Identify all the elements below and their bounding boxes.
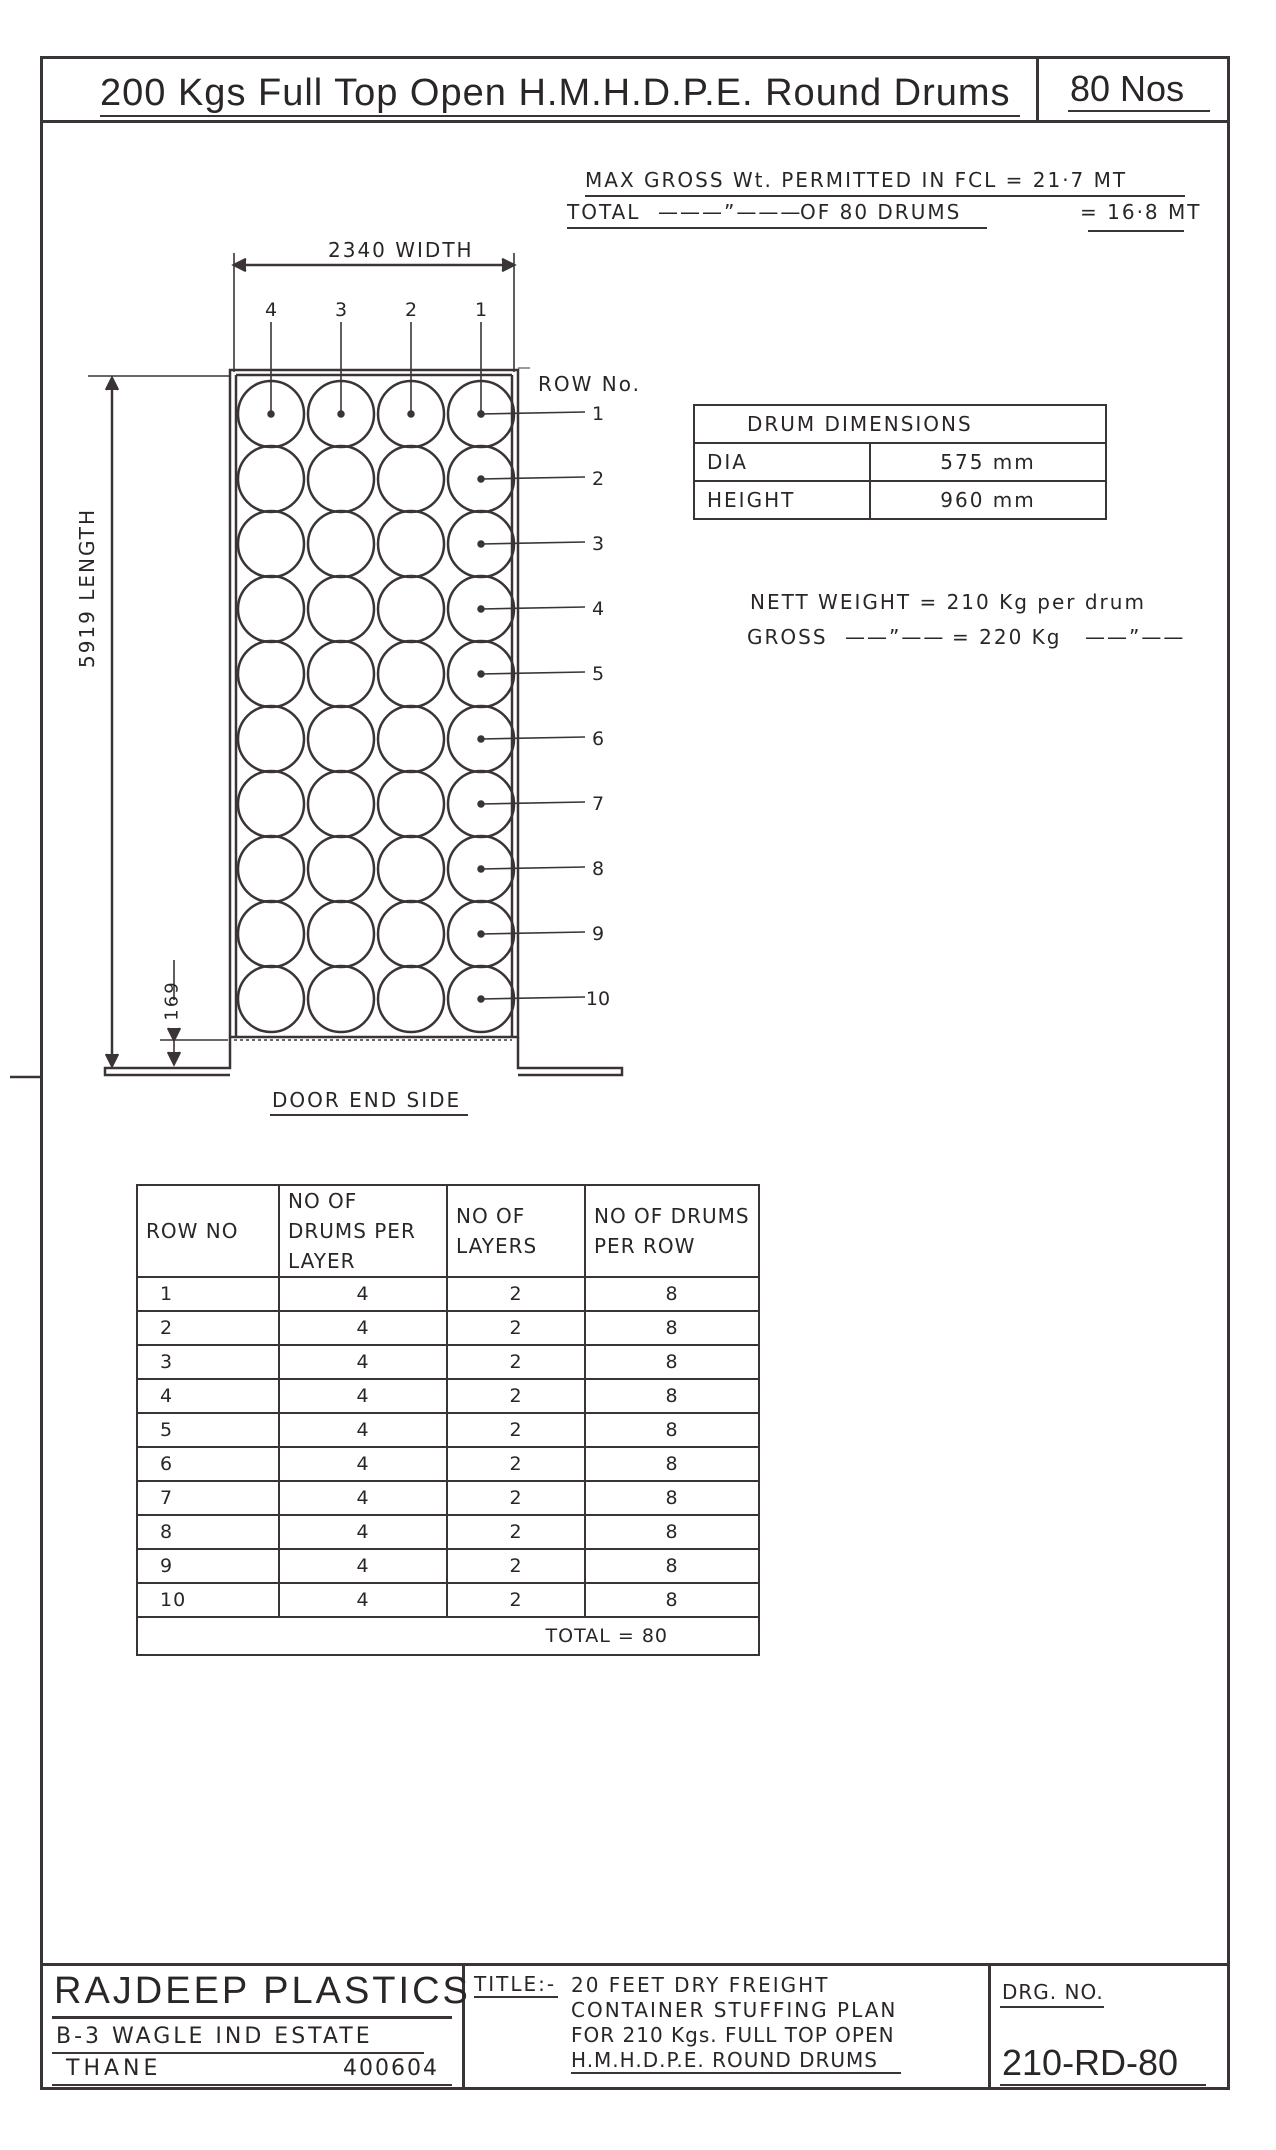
drum-circle bbox=[378, 771, 444, 837]
drum-circle bbox=[238, 836, 304, 902]
table-header-row bbox=[137, 1185, 759, 1277]
drum-circle bbox=[238, 641, 304, 707]
title-line-1: 20 FEET DRY FREIGHT bbox=[571, 1973, 830, 1997]
drum-circle bbox=[238, 706, 304, 772]
company-address-pin: 400604 bbox=[343, 2056, 439, 2081]
door-flange-right bbox=[518, 1037, 622, 1075]
stuffing-summary-table bbox=[136, 1184, 760, 1656]
table-cell: 9 bbox=[137, 1549, 279, 1583]
row-leader-line bbox=[481, 737, 585, 739]
gross-weight-tail: ——”—— bbox=[1085, 625, 1186, 649]
drum-circle bbox=[308, 576, 374, 642]
width-arrow-left bbox=[234, 259, 246, 271]
width-arrow-right bbox=[502, 259, 514, 271]
row-number-label: 7 bbox=[591, 793, 605, 815]
address-2-underline bbox=[52, 2084, 452, 2086]
drum-circle bbox=[308, 641, 374, 707]
table-cell: 8 bbox=[585, 1481, 759, 1515]
total-note-mid: OF 80 DRUMS bbox=[800, 200, 962, 224]
container-length-label: 5919 LENGTH bbox=[75, 507, 99, 669]
column-leader-dot bbox=[479, 412, 484, 417]
table-row bbox=[137, 1481, 759, 1515]
table-cell: 4 bbox=[279, 1379, 447, 1413]
height-value: 960 mm bbox=[870, 481, 1106, 519]
gap-arrow-bottom bbox=[168, 1052, 180, 1064]
column-number-label: 1 bbox=[474, 299, 488, 321]
drum-circle bbox=[308, 511, 374, 577]
column-number-label: 2 bbox=[404, 299, 418, 321]
table-cell: 8 bbox=[137, 1515, 279, 1549]
table-cell: 8 bbox=[585, 1549, 759, 1583]
table-cell: 6 bbox=[137, 1447, 279, 1481]
table-row bbox=[137, 1515, 759, 1549]
table-cell: 8 bbox=[585, 1447, 759, 1481]
total-note-ditto: ———”——— bbox=[658, 200, 803, 224]
table-cell: 4 bbox=[137, 1379, 279, 1413]
table-cell: 10 bbox=[137, 1583, 279, 1617]
title-line-2: CONTAINER STUFFING PLAN bbox=[571, 1998, 898, 2022]
row-number-label: 8 bbox=[591, 858, 605, 880]
table-row bbox=[137, 1277, 759, 1311]
table-cell: 4 bbox=[279, 1447, 447, 1481]
row-number-label: 6 bbox=[591, 728, 605, 750]
gross-weight-value: = 220 Kg bbox=[952, 625, 1062, 649]
drum-circle bbox=[378, 706, 444, 772]
door-flange-left bbox=[105, 1037, 230, 1075]
table-cell: 1 bbox=[137, 1277, 279, 1311]
title-line-4: H.M.H.D.P.E. ROUND DRUMS bbox=[571, 2048, 878, 2072]
table-cell: 5 bbox=[137, 1413, 279, 1447]
table-cell: 2 bbox=[137, 1311, 279, 1345]
door-gap-label: 169 bbox=[161, 980, 183, 1021]
height-label: HEIGHT bbox=[694, 481, 870, 519]
drum-circle bbox=[378, 836, 444, 902]
table-row bbox=[137, 1345, 759, 1379]
table-cell: 4 bbox=[279, 1277, 447, 1311]
table-total-row bbox=[137, 1617, 759, 1655]
length-arrow-top bbox=[106, 378, 118, 390]
row-number-label: 5 bbox=[591, 663, 605, 685]
table-cell: 2 bbox=[447, 1447, 585, 1481]
row-leader-line bbox=[481, 802, 585, 804]
drum-dimensions-table bbox=[693, 404, 1107, 520]
gross-weight-label: GROSS bbox=[747, 625, 828, 649]
container-width-label: 2340 WIDTH bbox=[328, 238, 474, 262]
nett-weight-note: NETT WEIGHT = 210 Kg per drum bbox=[750, 590, 1146, 614]
row-number-label: 1 bbox=[591, 403, 605, 425]
header-row-no: ROW NO bbox=[137, 1185, 279, 1277]
header-drums-per-layer: NO OF DRUMS PER LAYER bbox=[279, 1185, 447, 1277]
dia-value: 575 mm bbox=[870, 443, 1106, 481]
gross-weight-ditto: ——”—— bbox=[845, 625, 946, 649]
title-line-3: FOR 210 Kgs. FULL TOP OPEN bbox=[571, 2023, 895, 2047]
row-number-label: 3 bbox=[591, 533, 605, 555]
drum-circle bbox=[378, 511, 444, 577]
total-note-value: = 16·8 MT bbox=[1080, 200, 1202, 224]
column-leader-dot bbox=[409, 412, 414, 417]
table-row bbox=[137, 1311, 759, 1345]
header-drums-per-row: NO OF DRUMS PER ROW bbox=[585, 1185, 759, 1277]
table-cell: 8 bbox=[585, 1277, 759, 1311]
table-cell: 3 bbox=[137, 1345, 279, 1379]
row-leader-line bbox=[481, 477, 585, 479]
row-number-label: 4 bbox=[591, 598, 605, 620]
table-cell: 2 bbox=[447, 1413, 585, 1447]
column-leader-dot bbox=[339, 412, 344, 417]
drum-circle bbox=[378, 641, 444, 707]
drum-circle bbox=[308, 771, 374, 837]
drum-circle bbox=[378, 966, 444, 1032]
table-total: TOTAL = 80 bbox=[137, 1617, 759, 1655]
table-cell: 2 bbox=[447, 1481, 585, 1515]
table-cell: 4 bbox=[279, 1481, 447, 1515]
dia-label: DIA bbox=[694, 443, 870, 481]
length-arrow-bottom bbox=[106, 1054, 118, 1066]
table-cell: 4 bbox=[279, 1311, 447, 1345]
table-cell: 4 bbox=[279, 1345, 447, 1379]
table-cell: 4 bbox=[279, 1515, 447, 1549]
table-cell: 2 bbox=[447, 1311, 585, 1345]
table-row bbox=[137, 1549, 759, 1583]
table-row bbox=[137, 1447, 759, 1481]
row-leader-line bbox=[481, 672, 585, 674]
row-leader-line bbox=[481, 932, 585, 934]
row-leader-line bbox=[481, 867, 585, 869]
table-cell: 2 bbox=[447, 1583, 585, 1617]
drum-circle bbox=[238, 576, 304, 642]
row-number-label: 10 bbox=[585, 988, 611, 1010]
drum-circle bbox=[308, 901, 374, 967]
row-leader-line bbox=[481, 607, 585, 609]
drum-circle bbox=[308, 706, 374, 772]
table-cell: 4 bbox=[279, 1549, 447, 1583]
table-cell: 8 bbox=[585, 1515, 759, 1549]
title-label: TITLE:- bbox=[474, 1972, 557, 1996]
drawing-title: 200 Kgs Full Top Open H.M.H.D.P.E. Round Drums bbox=[100, 72, 1011, 114]
table-cell: 7 bbox=[137, 1481, 279, 1515]
table-cell: 2 bbox=[447, 1277, 585, 1311]
gap-arrow-top bbox=[168, 1028, 180, 1040]
table-cell: 2 bbox=[447, 1379, 585, 1413]
table-cell: 2 bbox=[447, 1515, 585, 1549]
title-label-underline bbox=[474, 1996, 558, 1998]
row-number-label: 2 bbox=[591, 468, 605, 490]
drawing-number-label-underline bbox=[1000, 2006, 1104, 2008]
drum-circle bbox=[378, 576, 444, 642]
table-row bbox=[137, 1379, 759, 1413]
row-leader-line bbox=[481, 542, 585, 544]
drum-dimensions-heading: DRUM DIMENSIONS bbox=[694, 405, 1106, 443]
max-gross-note: MAX GROSS Wt. PERMITTED IN FCL = 21·7 MT bbox=[585, 168, 1128, 192]
drum-circle bbox=[308, 836, 374, 902]
table-cell: 8 bbox=[585, 1345, 759, 1379]
table-row bbox=[137, 1583, 759, 1617]
table-cell: 2 bbox=[447, 1345, 585, 1379]
table-cell: 2 bbox=[447, 1549, 585, 1583]
drawing-quantity: 80 Nos bbox=[1070, 68, 1185, 109]
table-cell: 4 bbox=[279, 1583, 447, 1617]
title-block-divider-2 bbox=[988, 1963, 991, 2090]
drawing-number: 210-RD-80 bbox=[1002, 2042, 1179, 2083]
header-no-of-layers: NO OF LAYERS bbox=[447, 1185, 585, 1277]
row-leader-line bbox=[481, 997, 585, 999]
company-underline bbox=[52, 2016, 452, 2019]
company-address-line-1: B-3 WAGLE IND ESTATE bbox=[56, 2024, 373, 2049]
column-number-label: 3 bbox=[334, 299, 348, 321]
door-end-label: DOOR END SIDE bbox=[272, 1088, 462, 1112]
table-cell: 8 bbox=[585, 1583, 759, 1617]
title-block-top-border bbox=[40, 1963, 1230, 1966]
table-cell: 8 bbox=[585, 1311, 759, 1345]
company-address-city: THANE bbox=[66, 2056, 162, 2081]
title-lines-underline bbox=[571, 2072, 901, 2074]
total-note-prefix: TOTAL bbox=[567, 200, 641, 224]
table-cell: 8 bbox=[585, 1413, 759, 1447]
drum-circle bbox=[378, 446, 444, 512]
row-number-label: 9 bbox=[591, 923, 605, 945]
drum-circle bbox=[238, 771, 304, 837]
drawing-number-underline bbox=[1000, 2084, 1206, 2086]
drum-circle bbox=[238, 966, 304, 1032]
column-leader-dot bbox=[269, 412, 274, 417]
drum-circle bbox=[238, 511, 304, 577]
table-cell: 8 bbox=[585, 1379, 759, 1413]
drum-circle bbox=[308, 446, 374, 512]
drum-circle bbox=[308, 966, 374, 1032]
drum-circle bbox=[238, 446, 304, 512]
address-1-underline bbox=[52, 2052, 424, 2054]
drum-circle bbox=[238, 901, 304, 967]
table-cell: 4 bbox=[279, 1413, 447, 1447]
row-number-heading: ROW No. bbox=[538, 372, 641, 396]
table-row bbox=[137, 1413, 759, 1447]
door-end-underline bbox=[270, 1114, 468, 1116]
drum-circle bbox=[378, 901, 444, 967]
drawing-number-label: DRG. NO. bbox=[1002, 1980, 1104, 2004]
row-leader-line bbox=[481, 412, 585, 414]
company-name: RAJDEEP PLASTICS bbox=[54, 1970, 471, 2012]
column-number-label: 4 bbox=[264, 299, 278, 321]
